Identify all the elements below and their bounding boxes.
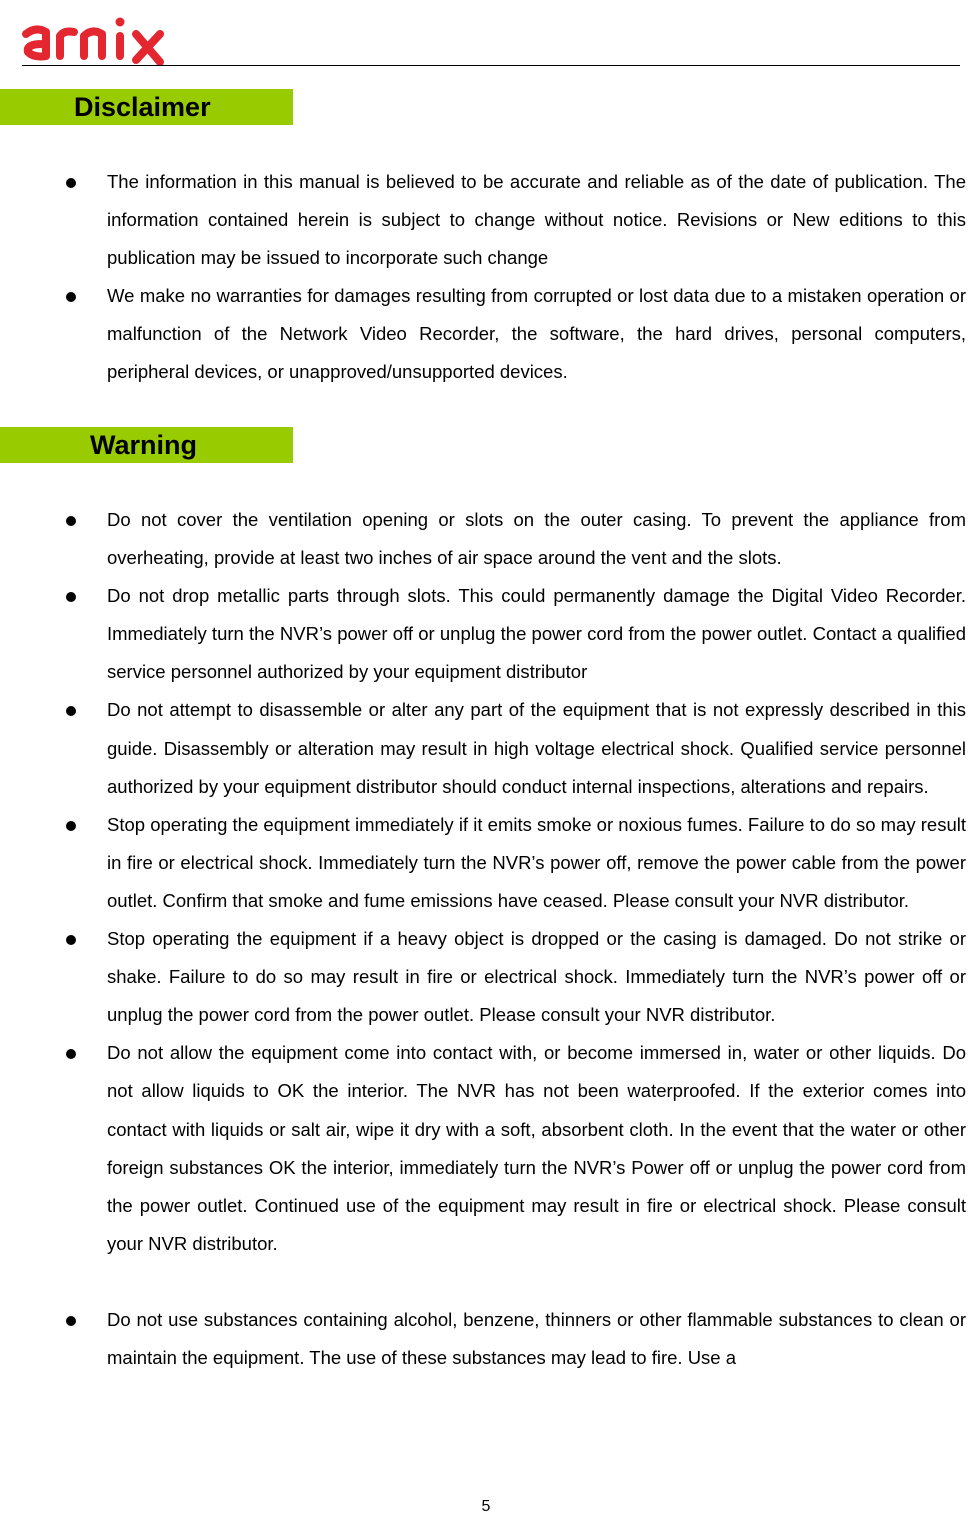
bullet-icon — [66, 821, 76, 831]
warning-list — [0, 501, 972, 1377]
list-item: Stop operating the equipment if a heavy object is dropped or the casing is damaged. Do not strike or shake. Failure to do so may result in fire or electrical shock. Immediately turn the NVR’s power off or unplug the power cord from the power outlet. Please consult your NVR distributor. — [0, 920, 972, 1034]
bullet-icon — [66, 935, 76, 945]
warning-heading: Warning — [0, 427, 293, 463]
list-item: Stop operating the equipment immediately if it emits smoke or noxious fumes. Failure to do so may result in fire or electrical shock. Immediately turn the NVR’s power off, remove the power cable from the power outlet. Confirm that smoke and fume emissions have ceased. Please consult your NVR distributor. — [0, 806, 972, 920]
header-rule — [22, 65, 960, 66]
disclaimer-list — [0, 163, 972, 392]
bullet-icon — [66, 178, 76, 188]
bullet-icon — [66, 1316, 76, 1326]
list-item: Do not allow the equipment come into contact with, or become immersed in, water or other liquids. Do not allow liquids to OK the interior. The NVR has not been waterproofed. If the exterior comes into contact with liquids or salt air, wipe it dry with a soft, absorbent cloth. In the event that the water or other foreign substances OK the interior, immediately turn the NVR’s Power off or unplug the power cord from the power outlet. Continued use of the equipment may result in fire or electrical shock. Please consult your NVR distributor. — [0, 1034, 972, 1263]
bullet-icon — [66, 516, 76, 526]
bullet-icon — [66, 706, 76, 716]
list-item: Do not drop metallic parts through slots. This could permanently damage the Digital Video Recorder. Immediately turn the NVR’s power off or unplug the power cord from the power outlet. Contact a qualified service personnel authorized by your equipment distributor — [0, 577, 972, 691]
list-item: Do not use substances containing alcohol, benzene, thinners or other flammable substances to clean or maintain the equipment. The use of these substances may lead to fire. Use a — [0, 1301, 972, 1377]
bullet-icon — [66, 1049, 76, 1059]
list-item: Do not cover the ventilation opening or slots on the outer casing. To prevent the appliance from overheating, provide at least two inches of air space around the vent and the slots. — [0, 501, 972, 577]
disclaimer-heading: Disclaimer — [0, 89, 293, 125]
bullet-icon — [66, 292, 76, 302]
list-item: Do not attempt to disassemble or alter any part of the equipment that is not expressly described in this guide. Disassembly or alteration may result in high voltage electrical shock. Qualified service personnel authorized by your equipment distributor should conduct internal inspections, alterations and repairs. — [0, 691, 972, 805]
list-item: We make no warranties for damages resulting from corrupted or lost data due to a mistaken operation or malfunction of the Network Video Recorder, the software, the hard drives, personal computers, peripheral devices, or unapproved/unsupported devices. — [0, 277, 972, 391]
page-number: 5 — [481, 1498, 491, 1515]
arnix-logo — [20, 14, 200, 66]
list-item: The information in this manual is believed to be accurate and reliable as of the date of publication. The information contained herein is subject to change without notice. Revisions or New editions to this publication may be issued to incorporate such change — [0, 163, 972, 277]
bullet-icon — [66, 592, 76, 602]
